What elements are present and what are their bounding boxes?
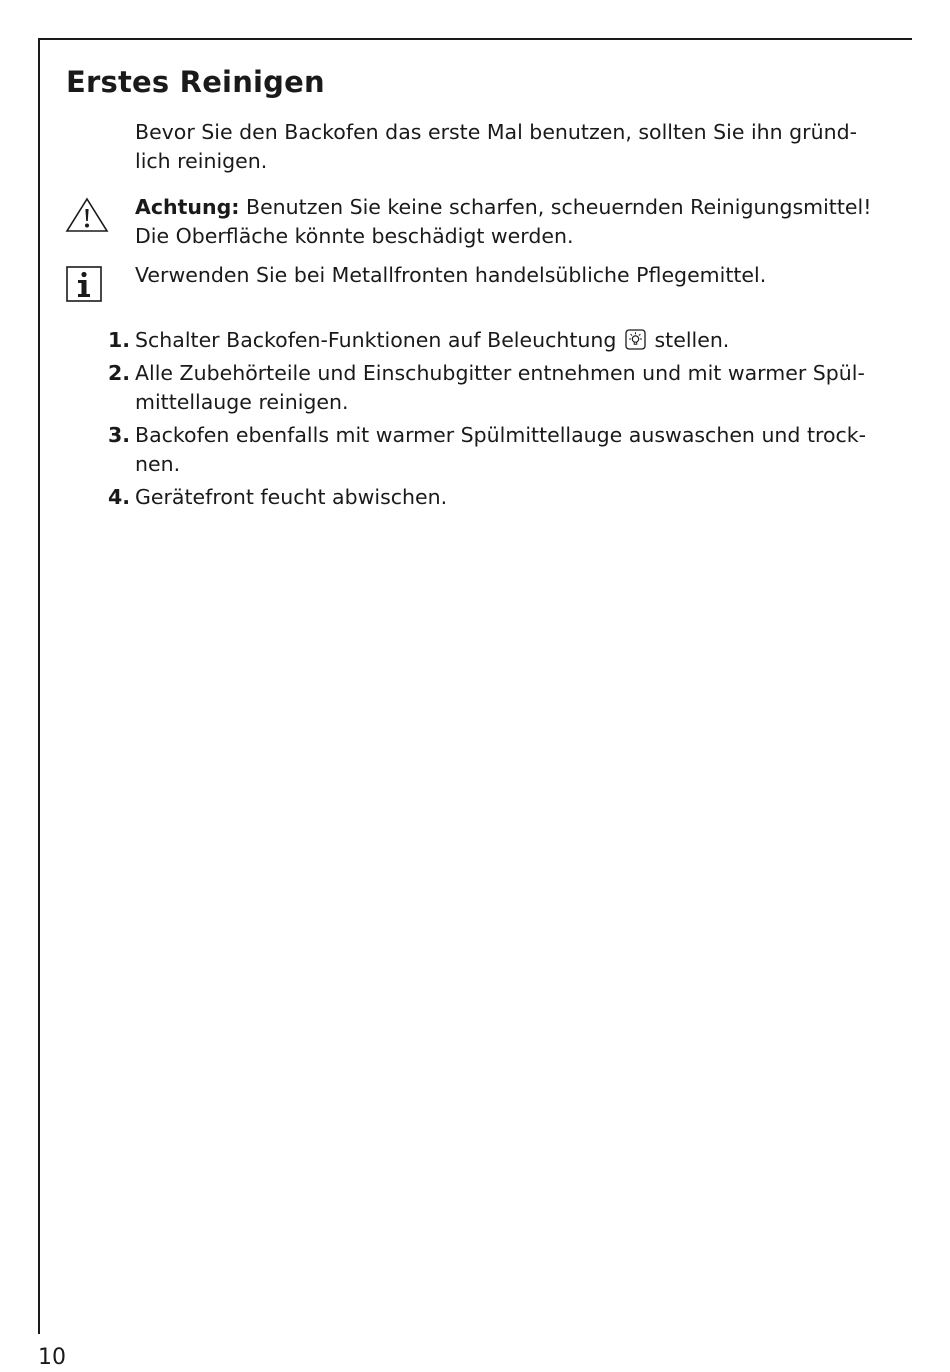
warning-line-2: Die Oberfläche könnte beschädigt werden.: [135, 224, 574, 248]
step-number: 1.: [108, 328, 131, 352]
step-number: 3.: [108, 423, 131, 447]
frame-top-rule: [38, 38, 912, 40]
step-text-before-icon: Schalter Backofen-Funktionen auf Beleuchtung: [135, 328, 617, 352]
info-paragraph: [135, 261, 895, 290]
step-item-3: [0, 421, 950, 479]
step-text: [135, 483, 895, 512]
step-number: 4.: [108, 485, 131, 509]
step-text: [135, 326, 895, 355]
info-icon: [66, 266, 102, 302]
steps-list: [0, 326, 950, 516]
step-line: Backofen ebenfalls mit warmer Spülmittellauge auswaschen und trock-: [135, 423, 867, 447]
warning-line-1: [135, 193, 895, 222]
step-text: [135, 421, 895, 479]
step-number: 2.: [108, 361, 131, 385]
intro-line-1: Bevor Sie den Backofen das erste Mal benutzen, sollten Sie ihn gründ-: [135, 120, 857, 144]
page-number: 10: [38, 1345, 66, 1370]
step-item-2: [0, 359, 950, 417]
step-line: Alle Zubehörteile und Einschubgitter entnehmen und mit warmer Spül-: [135, 361, 865, 385]
intro-paragraph: [135, 118, 895, 176]
oven-light-icon: [625, 329, 646, 350]
step-text-after-icon: stellen.: [654, 328, 730, 352]
step-line: mittellauge reinigen.: [135, 390, 349, 414]
info-text: Verwenden Sie bei Metallfronten handelsübliche Pflegemittel.: [135, 263, 767, 287]
step-item-4: [0, 483, 950, 512]
warning-paragraph: [135, 193, 895, 251]
step-line: Gerätefront feucht abwischen.: [135, 485, 448, 509]
step-item-1: [0, 326, 950, 355]
section-heading: Erstes Reinigen: [66, 65, 325, 99]
step-line: [135, 326, 895, 355]
step-text: [135, 359, 895, 417]
intro-line-2: lich reinigen.: [135, 149, 268, 173]
warning-text-1: Benutzen Sie keine scharfen, scheuernden Reinigungsmittel!: [239, 195, 872, 219]
step-line: nen.: [135, 452, 181, 476]
warning-label: Achtung:: [135, 195, 240, 219]
warning-triangle-icon: [64, 196, 110, 234]
frame-left-rule: [38, 38, 40, 1334]
